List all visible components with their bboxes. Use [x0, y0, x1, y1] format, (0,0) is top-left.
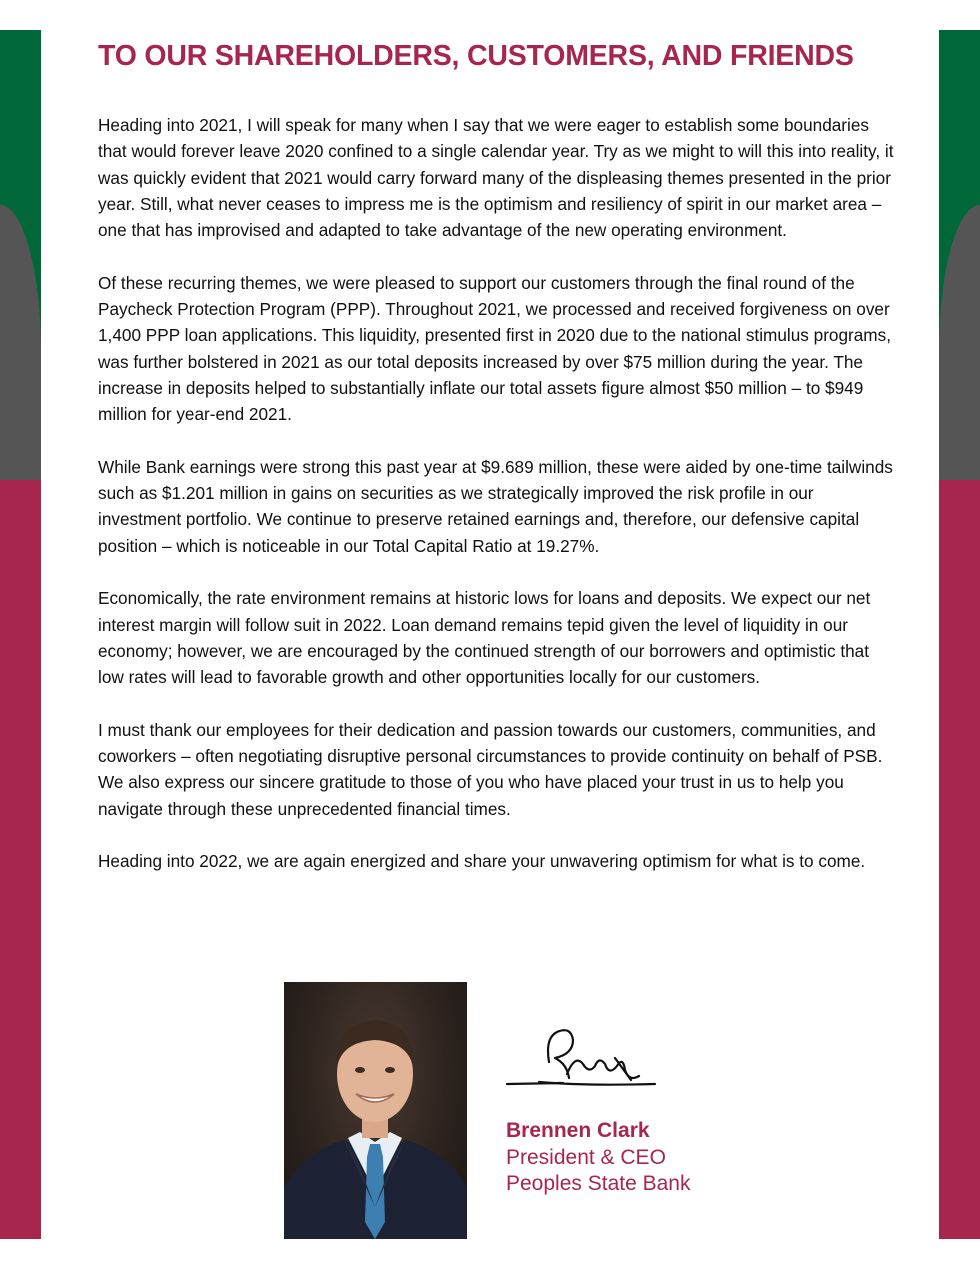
paragraph: Heading into 2021, I will speak for many when I say that we were eager to establish some boundaries that would forever leave 2020 confined to a single calendar year. Try as we might to will this into reality, it was quickly evident that 2021 would carry forward many of the displeasing themes presented in the prior year. Still, what never ceases to impress me is the optimism and resiliency of spirit in our market area – one that has improvised and adapted to take advantage of the new operating environment. [98, 115, 894, 241]
letter-body [98, 112, 898, 901]
paragraph: While Bank earnings were strong this past year at $9.689 million, these were aided by one-time tailwinds such as $1.201 million in gains on securities as we strategically improved the risk profile in our investment portfolio. We continue to preserve retained earnings and, therefore, our defensive capital position – which is noticeable in our Total Capital Ratio at 19.27%. [98, 456, 893, 556]
ceo-portrait-photo [284, 982, 467, 1239]
left-decorative-band [0, 30, 41, 1239]
paragraph: Economically, the rate environment remains at historic lows for loans and deposits. We expect our net interest margin will follow suit in 2022. Loan demand remains tepid given the level of liquidity in our economy; however, we are encouraged by the continued strength of our borrowers and optimistic that low rates will lead to favorable growth and other opportunities locally for our customers. [98, 588, 871, 688]
paragraph: Of these recurring themes, we were pleased to support our customers through the final round of the Paycheck Protection Program (PPP). Throughout 2021, we processed and received forgiveness on over 1,400 PPP loan applications. This liquidity, presented first in 2020 due to the national stimulus programs, was further bolstered in 2021 as our total deposits increased by over $75 million during the year. The increase in deposits helped to substantially inflate our total assets figure almost $50 million – to $949 million for year-end 2021. [98, 272, 891, 425]
paragraph: I must thank our employees for their dedication and passion towards our customers, communities, and coworkers – often negotiating disruptive personal circumstances to provide continuity on behalf of PSB. We also express our sincere gratitude to those of you who have placed your trust in us to help you navigate through these unprecedented financial times. [98, 719, 883, 819]
handwritten-signature [505, 1018, 665, 1098]
red-band [0, 480, 41, 1239]
paragraph: Heading into 2022, we are again energized and share your unwavering optimism for what is to come. [98, 851, 866, 872]
red-band [939, 480, 980, 1239]
signer-name: Brennen Clark [506, 1119, 650, 1142]
letter-heading: TO OUR SHAREHOLDERS, CUSTOMERS, AND FRIENDS [98, 40, 854, 72]
signer-title: President & CEO [506, 1146, 666, 1169]
right-decorative-band [939, 30, 980, 1239]
signer-organization: Peoples State Bank [506, 1172, 691, 1195]
